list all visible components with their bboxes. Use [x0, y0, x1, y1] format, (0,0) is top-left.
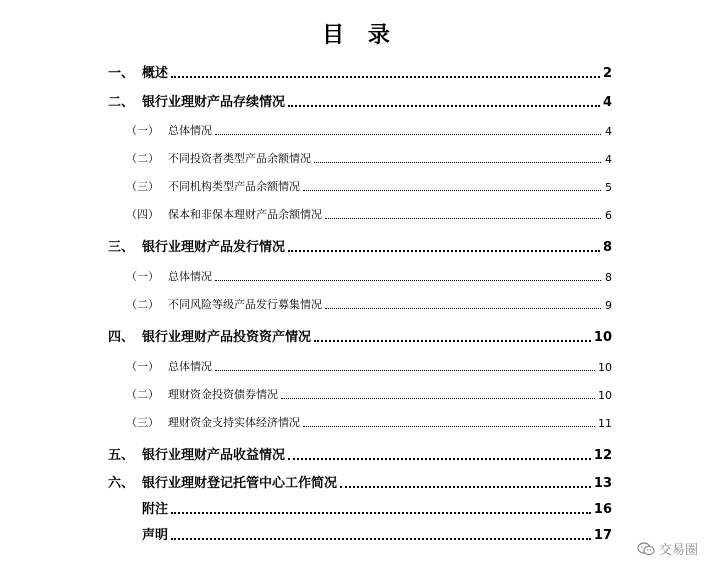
toc-entry	[108, 326, 612, 345]
toc-dot-leader	[171, 76, 600, 78]
toc-entry	[108, 386, 612, 402]
toc-entry	[108, 150, 612, 166]
toc-entry-page: 5	[605, 181, 612, 194]
toc-entry-number: （二）	[126, 388, 159, 401]
toc-entry	[108, 236, 612, 255]
toc-dot-leader	[303, 190, 601, 191]
toc-dot-leader	[288, 105, 600, 107]
toc-entry	[108, 524, 612, 543]
toc-entry	[108, 498, 612, 517]
toc-entry	[108, 178, 612, 194]
toc-entry-title: 银行业理财产品发行情况	[142, 240, 286, 255]
toc-entry-page: 8	[605, 271, 612, 284]
toc-entry-page: 11	[598, 417, 612, 430]
toc-entry-page: 8	[602, 240, 612, 255]
toc-entry-number: （一）	[126, 124, 159, 137]
toc-dot-leader	[215, 280, 601, 281]
toc-entry-number: 四、	[108, 330, 135, 345]
toc-entry	[108, 358, 612, 374]
watermark-text: 交易圈	[658, 543, 698, 558]
toc-dot-leader	[288, 250, 600, 252]
toc-entry-title: 概述	[142, 66, 169, 81]
toc-entry-number: （三）	[126, 180, 159, 193]
toc-entry	[108, 206, 612, 222]
toc-entry-title: 银行业理财产品存续情况	[142, 95, 286, 110]
toc-entry-title: 总体情况	[168, 270, 212, 283]
toc-entry-number: （四）	[126, 208, 159, 221]
toc-entry-title: 不同风险等级产品发行募集情况	[168, 298, 322, 311]
toc-entry-title: 总体情况	[168, 124, 212, 137]
toc-entry	[108, 268, 612, 284]
toc-entry-title: 理财资金投资债券情况	[168, 388, 278, 401]
toc-dot-leader	[340, 486, 591, 488]
toc-entry-number: 二、	[108, 95, 135, 110]
toc-entry-number: （三）	[126, 416, 159, 429]
toc-entry-title: 银行业理财产品投资资产情况	[142, 330, 312, 345]
toc-dot-leader	[303, 426, 595, 427]
toc-dot-leader	[325, 218, 601, 219]
toc-entry-number: 一、	[108, 66, 135, 81]
toc-dot-leader	[171, 538, 591, 540]
toc-entry-page: 13	[593, 476, 612, 491]
toc-entry-page: 12	[593, 448, 612, 463]
toc-entry-page: 4	[605, 125, 612, 138]
toc-entry	[108, 444, 612, 463]
toc-entry-page: 2	[602, 66, 612, 81]
toc-dot-leader	[325, 308, 601, 309]
toc-entry-number: （一）	[126, 360, 159, 373]
toc-entry	[108, 472, 612, 491]
toc-entry-title: 不同投资者类型产品余额情况	[168, 152, 311, 165]
toc-entry-title: 理财资金支持实体经济情况	[168, 416, 300, 429]
toc-entry-page: 16	[593, 502, 612, 517]
toc-entry-page: 10	[598, 389, 612, 402]
toc-entry-title: 保本和非保本理财产品余额情况	[168, 208, 322, 221]
toc-entry	[108, 414, 612, 430]
toc-dot-leader	[314, 162, 601, 163]
watermark	[637, 539, 698, 558]
toc-entry-number: （二）	[126, 152, 159, 165]
toc-entry-page: 10	[598, 361, 612, 374]
toc-entry-title: 附注	[142, 502, 169, 517]
toc-entry-page: 4	[602, 95, 612, 110]
toc-entry-page: 10	[593, 330, 612, 345]
toc-dot-leader	[215, 370, 595, 371]
toc-entry-title: 声明	[142, 528, 169, 543]
toc-entry-title: 总体情况	[168, 360, 212, 373]
toc-entry	[108, 296, 612, 312]
toc-entry-number: （二）	[126, 298, 159, 311]
toc-dot-leader	[171, 512, 591, 514]
toc-entry-title: 不同机构类型产品余额情况	[168, 180, 300, 193]
toc-entry-title: 银行业理财登记托管中心工作简况	[142, 476, 338, 491]
toc-dot-leader	[288, 458, 591, 460]
toc-entry-number: 六、	[108, 476, 135, 491]
toc-dot-leader	[215, 134, 601, 135]
toc-entry	[108, 91, 612, 110]
toc-title: 目 录	[322, 23, 398, 48]
toc-entry-page: 17	[593, 528, 612, 543]
toc-entry	[108, 122, 612, 138]
toc-dot-leader	[281, 398, 595, 399]
toc-entry-title: 银行业理财产品收益情况	[142, 448, 286, 463]
toc-dot-leader	[314, 340, 591, 342]
toc-entry-number: 五、	[108, 448, 135, 463]
toc-entry-page: 6	[605, 209, 612, 222]
toc-entry	[108, 62, 612, 81]
toc-entry-page: 9	[605, 299, 612, 312]
toc-entry-number: 三、	[108, 240, 135, 255]
wechat-icon	[637, 542, 655, 556]
toc-entry-number: （一）	[126, 270, 159, 283]
toc-entry-page: 4	[605, 153, 612, 166]
